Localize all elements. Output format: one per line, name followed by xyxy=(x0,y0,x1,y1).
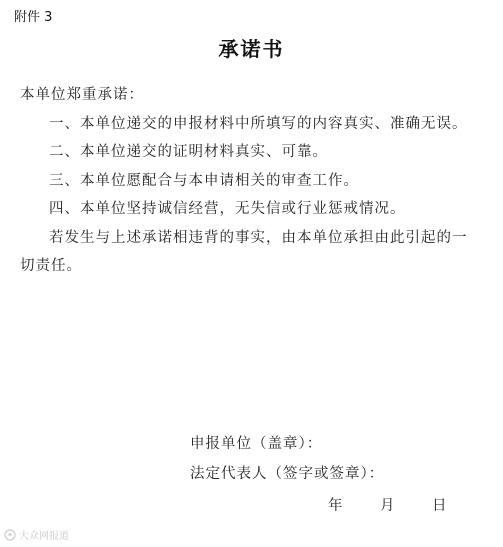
attachment-label: 附件 3 xyxy=(14,10,53,25)
pledge-item-3: 三、本单位愿配合与本申请相关的审查工作。 xyxy=(49,172,359,189)
date-day-label: 日 xyxy=(432,498,447,514)
watermark-logo-icon xyxy=(4,529,16,541)
pledge-item-2: 二、本单位递交的证明材料真实、可靠。 xyxy=(49,144,328,160)
watermark-text: 大众网报道 xyxy=(19,531,69,542)
pledge-body xyxy=(20,81,468,281)
applicant-unit-seal-label: 申报单位（盖章）： xyxy=(190,436,323,452)
pledge-item-1: 一、本单位递交的申报材料中所填写的内容真实、准确无误。 xyxy=(49,115,468,132)
date-month-label: 月 xyxy=(380,498,395,514)
watermark xyxy=(4,527,69,542)
date-year-label: 年 xyxy=(328,498,343,514)
document-title: 承诺书 xyxy=(218,37,285,61)
pledge-liability: 若发生与上述承诺相违背的事实，由本单位承担由此引起的一切责任。 xyxy=(20,229,468,274)
pledge-opening: 本单位郑重承诺： xyxy=(20,87,144,103)
pledge-item-4: 四、本单位坚持诚信经营，无失信或行业惩戒情况。 xyxy=(49,201,406,217)
legal-representative-signature-label: 法定代表人（签字或签章）： xyxy=(190,466,385,482)
